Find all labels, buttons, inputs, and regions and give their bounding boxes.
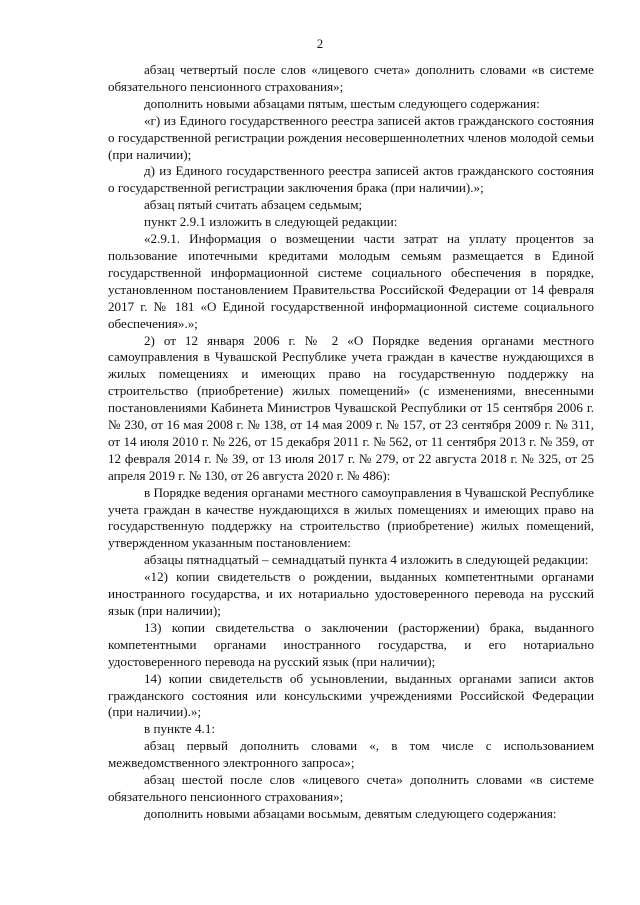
paragraph: 14) копии свидетельств об усыновлении, выданных органами записи актов гражданского состояния или консульскими учреждениями Российской Федерации (при наличии).»; [108, 670, 594, 720]
paragraph: абзац четвертый после слов «лицевого счета» дополнить словами «в системе обязательного пенсионного страхования»; [108, 62, 594, 94]
paragraph: абзац шестой после слов «лицевого счета» дополнить словами «в системе обязательного пенсионного страхования»; [108, 772, 594, 804]
paragraph: 13) копии свидетельства о заключении (расторжении) брака, выданного компетентными органами иностранного государства, и его нотариально удостоверенного перевода на русский язык (при наличии); [108, 619, 594, 669]
paragraph: 2) от 12 января 2006 г. № 2 «О Порядке ведения органами местного самоуправления в Чувашской Республике учета граждан в качестве нуждающихся в жилых помещениях и имеющих право на государственную поддержку на строительство (приобретение) жилых помещений» (с изменениями, внесенными постановлениями Кабинета Министров Чувашской Республики от 15 сентября 2006 г. № 230, от 16 мая 2008 г. № 138, от 14 мая 2009 г. № 157, от 23 сентября 2009 г. № 311, от 14 июля 2010 г. № 226, от 15 декабря 2011 г. № 562, от 11 сентября 2013 г. № 359, от 12 февраля 2014 г. № 39, от 13 июля 2017 г. № 279, от 22 августа 2018 г. № 325, от 25 апреля 2019 г. № 130, от 26 августа 2020 г. № 486): [108, 332, 594, 483]
paragraph: «г) из Единого государственного реестра записей актов гражданского состояния о государственной регистрации рождения несовершеннолетних членов молодой семьи (при наличии); [108, 112, 594, 162]
paragraph: в Порядке ведения органами местного самоуправления в Чувашской Республике учета граждан в качестве нуждающихся в жилых помещениях и имеющих право на государственную поддержку на строительство (приобретение) жилых помещений, утвержденном указанным постановлением: [108, 484, 594, 551]
paragraph: абзац пятый считать абзацем седьмым; [144, 197, 363, 213]
paragraph: дополнить новыми абзацами восьмым, девятым следующего содержания: [144, 805, 557, 821]
paragraph: дополнить новыми абзацами пятым, шестым следующего содержания: [144, 95, 540, 111]
paragraph: абзац первый дополнить словами «, в том числе с использованием межведомственного электронного запроса»; [108, 738, 594, 771]
page-number: 2 [316, 36, 324, 51]
paragraph: в пункте 4.1: [144, 721, 216, 737]
document-body [108, 62, 594, 823]
paragraph: абзацы пятнадцатый – семнадцатый пункта 4 изложить в следующей редакции: [144, 552, 589, 568]
paragraph: пункт 2.9.1 изложить в следующей редакции: [144, 214, 398, 230]
paragraph: «2.9.1. Информация о возмещении части затрат на уплату процентов за пользование ипотечными кредитами молодым семьям размещается в Единой государственной информационной системе социального обеспечения в порядке, установленном постановлением Правительства Российской Федерации от 14 февраля 2017 г. № 181 «О Единой государственной информационной системе социального обеспечения».»; [108, 231, 594, 331]
paragraph: «12) копии свидетельств о рождении, выданных компетентными органами иностранного государства, и их нотариально удостоверенного перевода на русский язык (при наличии); [108, 569, 594, 618]
paragraph: д) из Единого государственного реестра записей актов гражданского состояния о государственной регистрации заключения брака (при наличии).»; [108, 163, 594, 196]
